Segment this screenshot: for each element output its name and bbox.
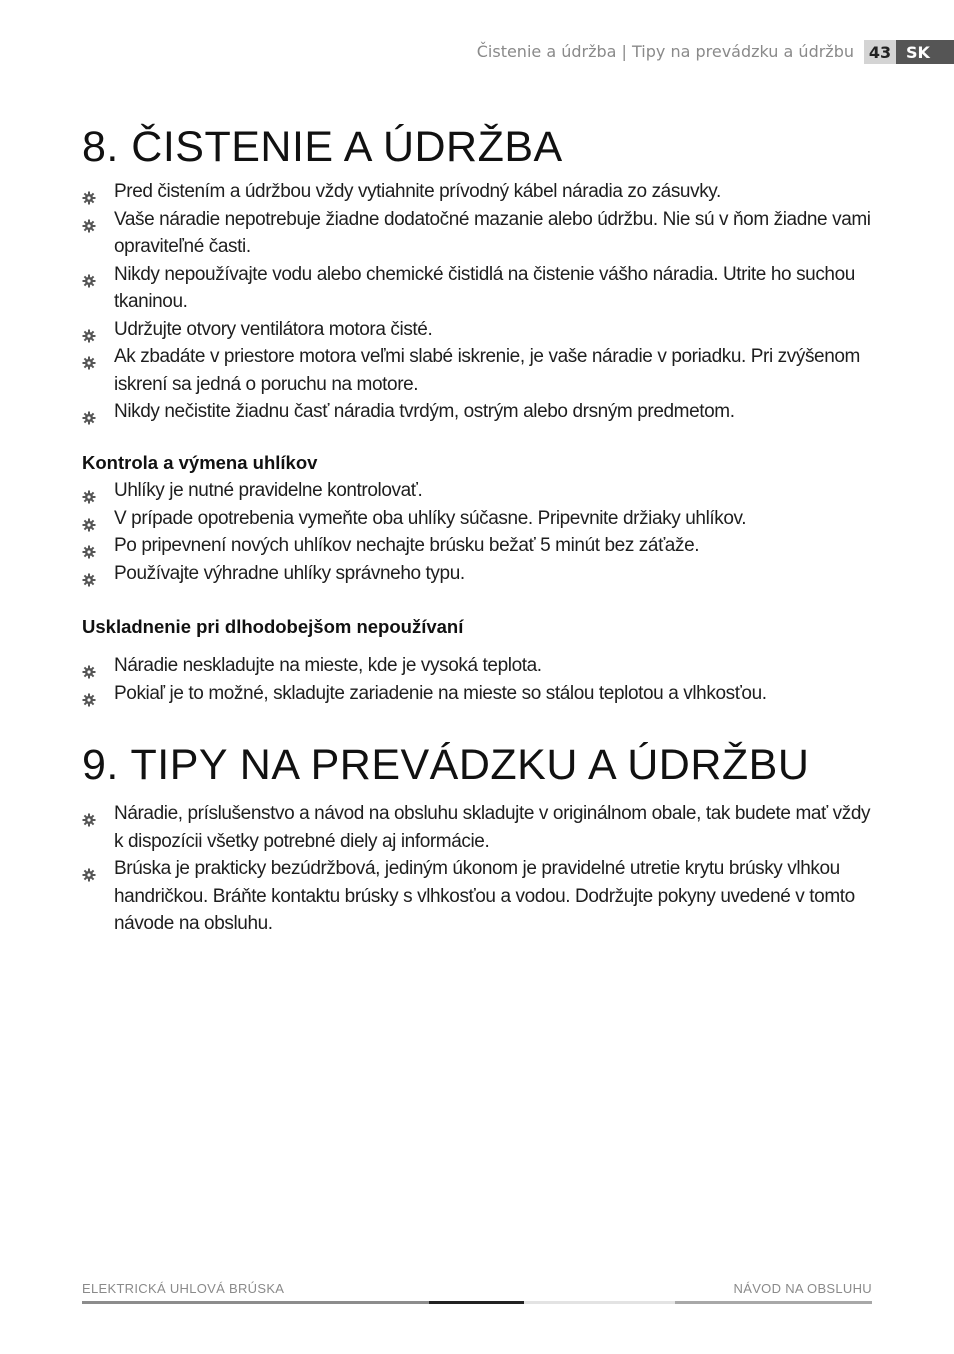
bullet-text: Náradie, príslušenstvo a návod na obsluhu skladujte v originálnom obale, tak budete mať vždy k dispozícii všetky potrebné diely aj informácie. (114, 803, 871, 852)
bullet-text: Nikdy nečistite žiadnu časť náradia tvrdým, ostrým alebo drsným predmetom. (114, 401, 735, 422)
gear-bullet-icon (82, 688, 96, 702)
footer-manual-label: NÁVOD NA OBSLUHU (733, 1281, 872, 1296)
gear-bullet-icon (82, 485, 96, 499)
bullet-item (82, 178, 882, 206)
gear-bullet-icon (82, 214, 96, 228)
gear-bullet-icon (82, 808, 96, 822)
bullet-item (82, 316, 882, 344)
section-8-bullets (82, 178, 882, 426)
bullet-item (82, 206, 882, 261)
section-8-title: 8. ČISTENIE A ÚDRŽBA (82, 123, 563, 171)
bullet-text: Pred čistením a údržbou vždy vytiahnite prívodný kábel náradia zo zásuvky. (114, 181, 721, 202)
language-badge: SK (896, 40, 954, 64)
section-9-bullets (82, 800, 882, 938)
bullet-text: Brúska je prakticky bezúdržbová, jediným úkonom je pravidelné utretie krytu brúsky vlhkou handričkou. Bráňte kontaktu brúsky s vlhkosťou a vodou. Dodržujte pokyny uvedené v tomto návode na obsluhu. (114, 858, 855, 934)
bullet-item (82, 532, 882, 560)
footer-bar-segment-2 (429, 1301, 524, 1304)
gear-bullet-icon (82, 269, 96, 283)
bullet-item (82, 398, 882, 426)
gear-bullet-icon (82, 513, 96, 527)
footer-bar-segment-3 (524, 1301, 675, 1304)
bullet-text: V prípade opotrebenia vymeňte oba uhlíky súčasne. Pripevnite držiaky uhlíkov. (114, 507, 747, 529)
storage-heading: Uskladnenie pri dlhodobejšom nepoužívaní (82, 616, 464, 637)
running-header: Čistenie a údržba | Tipy na prevádzku a údržbu (476, 42, 854, 61)
section-9-title: 9. TIPY NA PREVÁDZKU A ÚDRŽBU (82, 741, 810, 789)
bullet-item (82, 505, 882, 533)
carbon-brushes-heading: Kontrola a výmena uhlíkov (82, 452, 318, 473)
bullet-item (82, 261, 882, 316)
bullet-item (82, 855, 882, 938)
bullet-item (82, 800, 882, 855)
storage-bullets (82, 652, 882, 707)
gear-bullet-icon (82, 186, 96, 200)
bullet-item (82, 652, 882, 680)
carbon-brushes-bullets (82, 477, 882, 587)
bullet-item (82, 343, 882, 398)
bullet-text: Udržujte otvory ventilátora motora čisté. (114, 318, 433, 340)
footer-product-name: ELEKTRICKÁ UHLOVÁ BRÚSKA (82, 1281, 285, 1296)
gear-bullet-icon (82, 568, 96, 582)
bullet-item (82, 560, 882, 588)
bullet-item (82, 680, 882, 708)
footer-bar-segment-1 (82, 1301, 429, 1304)
bullet-text: Náradie neskladujte na mieste, kde je vysoká teplota. (114, 655, 542, 676)
bullet-item (82, 477, 882, 505)
gear-bullet-icon (82, 406, 96, 420)
bullet-text: Uhlíky je nutné pravidelne kontrolovať. (114, 480, 423, 501)
bullet-text: Používajte výhradne uhlíky správneho typu. (114, 562, 465, 584)
gear-bullet-icon (82, 324, 96, 338)
bullet-text: Pokiaľ je to možné, skladujte zariadenie na mieste so stálou teplotou a vlhkosťou. (114, 682, 767, 704)
bullet-text: Ak zbadáte v priestore motora veľmi slabé iskrenie, je vaše náradie v poriadku. Pri zvýšenom iskrení sa jedná o poruchu na motore. (114, 346, 860, 395)
bullet-text: Po pripevnení nových uhlíkov nechajte brúsku bežať 5 minút bez záťaže. (114, 535, 700, 556)
gear-bullet-icon (82, 351, 96, 365)
bullet-text: Vaše náradie nepotrebuje žiadne dodatočné mazanie alebo údržbu. Nie sú v ňom žiadne vami opraviteľné časti. (114, 208, 871, 257)
footer-bar-segment-4 (675, 1301, 872, 1304)
gear-bullet-icon (82, 660, 96, 674)
gear-bullet-icon (82, 540, 96, 554)
page-number: 43 (864, 40, 896, 64)
gear-bullet-icon (82, 863, 96, 877)
bullet-text: Nikdy nepoužívajte vodu alebo chemické čistidlá na čistenie vášho náradia. Utrite ho suchou tkaninou. (114, 263, 855, 312)
